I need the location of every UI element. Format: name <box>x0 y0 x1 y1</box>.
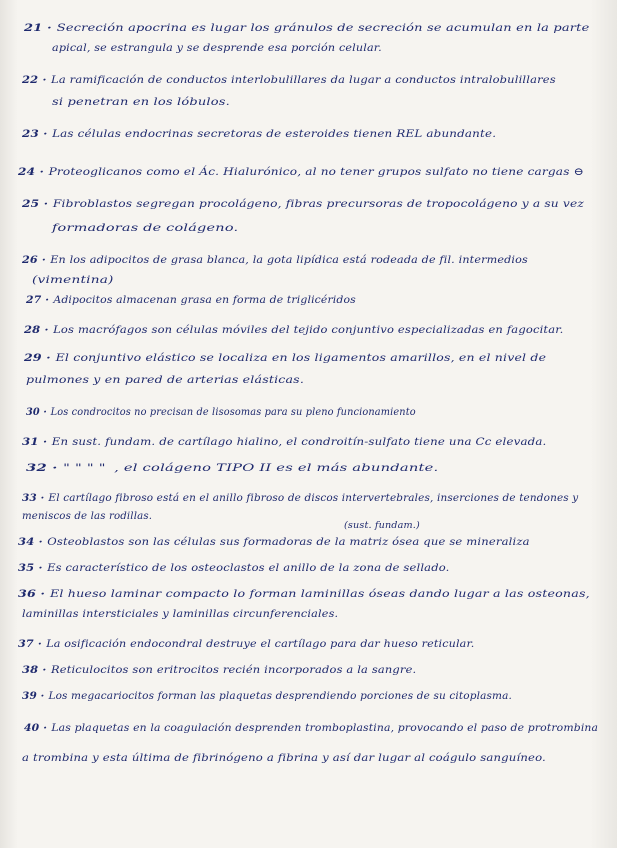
item-number: 25 · <box>22 198 49 210</box>
note-text: (vimentina) <box>32 274 114 286</box>
note-line <box>22 254 528 266</box>
note-text: Los condrocitos no precisan de lisosomas para su pleno funcionamiento <box>50 406 416 418</box>
note-text: apical, se estrangula y se desprende esa porción celular. <box>52 42 382 54</box>
note-text: Fibroblastos segregan procolágeno, fibras precursoras de tropocolágeno y a su vez <box>52 198 585 210</box>
note-line <box>32 274 114 286</box>
note-line <box>26 374 304 386</box>
item-number: 24 · <box>18 166 44 178</box>
note-line <box>22 510 152 522</box>
note-line <box>26 294 356 306</box>
note-line <box>24 722 598 734</box>
note-line <box>22 752 546 764</box>
margin-annotation: (sust. fundam.) <box>344 520 420 531</box>
note-line <box>24 22 589 34</box>
note-line <box>24 352 546 364</box>
note-line <box>22 128 496 140</box>
item-number: 40 · <box>24 722 48 734</box>
note-line <box>52 96 230 108</box>
note-line <box>22 690 512 702</box>
note-text: El hueso laminar compacto lo forman laminillas óseas dando lugar a las osteonas, <box>49 588 590 600</box>
item-number: 21 · <box>24 22 52 34</box>
ditto-marks: " " " " <box>63 462 106 474</box>
note-text: formadoras de colágeno. <box>52 222 239 234</box>
note-text: Es característico de los osteoclastos el anillo de la zona de sellado. <box>47 562 450 574</box>
item-number: 29 · <box>24 352 51 364</box>
item-number: 35 · <box>18 562 43 574</box>
note-text: Osteoblastos son las células sus formadoras de la matriz ósea que se mineraliza <box>47 536 530 548</box>
item-number: 27 · <box>26 294 50 306</box>
note-line <box>26 406 416 418</box>
item-number: 22 · <box>22 74 47 86</box>
item-number: 28 · <box>24 324 49 336</box>
note-line <box>18 536 530 548</box>
note-text: Los megacariocitos forman las plaquetas desprendiendo porciones de su citoplasma. <box>48 690 512 702</box>
note-line <box>18 562 449 574</box>
note-line <box>26 462 438 474</box>
note-text: El cartílago fibroso está en el anillo fibroso de discos intervertebrales, inserciones de tendones y <box>48 492 579 504</box>
note-text: Adipocitos almacenan grasa en forma de triglicéridos <box>53 294 356 306</box>
item-number: 39 · <box>22 690 45 702</box>
item-number: 26 · <box>22 254 46 266</box>
note-line <box>52 222 238 234</box>
item-number: 33 · <box>22 492 45 504</box>
item-number: 34 · <box>18 536 43 548</box>
note-text: En sust. fundam. de cartílago hialino, el condroitín-sulfato tiene una Cc elevada. <box>51 436 547 448</box>
item-number: 32 · <box>26 462 58 474</box>
item-number: 23 · <box>22 128 48 140</box>
note-text: Proteoglicanos como el Ác. Hialurónico, al no tener grupos sulfato no tiene cargas ⊖ <box>48 166 584 178</box>
item-number: 31 · <box>22 436 48 448</box>
note-text: En los adipocitos de grasa blanca, la gota lipídica está rodeada de fil. intermedios <box>50 254 528 266</box>
note-text: si penetran en los lóbulos. <box>52 96 230 108</box>
note-line <box>24 324 564 336</box>
note-text: pulmones y en pared de arterias elásticas. <box>26 374 304 386</box>
note-text: meniscos de las rodillas. <box>22 510 153 522</box>
note-line <box>22 74 556 86</box>
note-line <box>22 198 584 210</box>
note-line <box>22 664 416 676</box>
note-text: a trombina y esta última de fibrinógeno a fibrina y así dar lugar al coágulo sanguíneo. <box>22 752 546 764</box>
note-text: La osificación endocondral destruye el cartílago para dar hueso reticular. <box>46 638 475 650</box>
note-line <box>22 436 546 448</box>
item-number: 36 · <box>18 588 46 600</box>
note-line <box>18 638 474 650</box>
note-text: , el colágeno TIPO II es el más abundante. <box>114 462 439 474</box>
note-line <box>18 166 584 178</box>
item-number: 30 · <box>26 406 47 418</box>
note-text: Las plaquetas en la coagulación desprenden tromboplastina, provocando el paso de protrombina <box>51 722 599 734</box>
item-number: 37 · <box>18 638 42 650</box>
note-text: Las células endocrinas secretoras de esteroides tienen REL abundante. <box>52 128 497 140</box>
note-line <box>18 588 590 600</box>
note-text: laminillas intersticiales y laminillas circunferenciales. <box>22 608 339 620</box>
note-text: Secreción apocrina es lugar los gránulos de secreción se acumulan en la parte <box>56 22 590 34</box>
item-number: 38 · <box>22 664 47 676</box>
note-line <box>22 608 338 620</box>
note-text: El conjuntivo elástico se localiza en los ligamentos amarillos, en el nivel de <box>55 352 547 364</box>
note-line <box>22 492 578 504</box>
note-line <box>52 42 382 54</box>
note-text: La ramificación de conductos interlobulillares da lugar a conductos intralobulillares <box>51 74 556 86</box>
note-text: Los macrófagos son células móviles del tejido conjuntivo especializadas en fagocitar. <box>53 324 564 336</box>
note-text: Reticulocitos son eritrocitos recién incorporados a la sangre. <box>50 664 417 676</box>
